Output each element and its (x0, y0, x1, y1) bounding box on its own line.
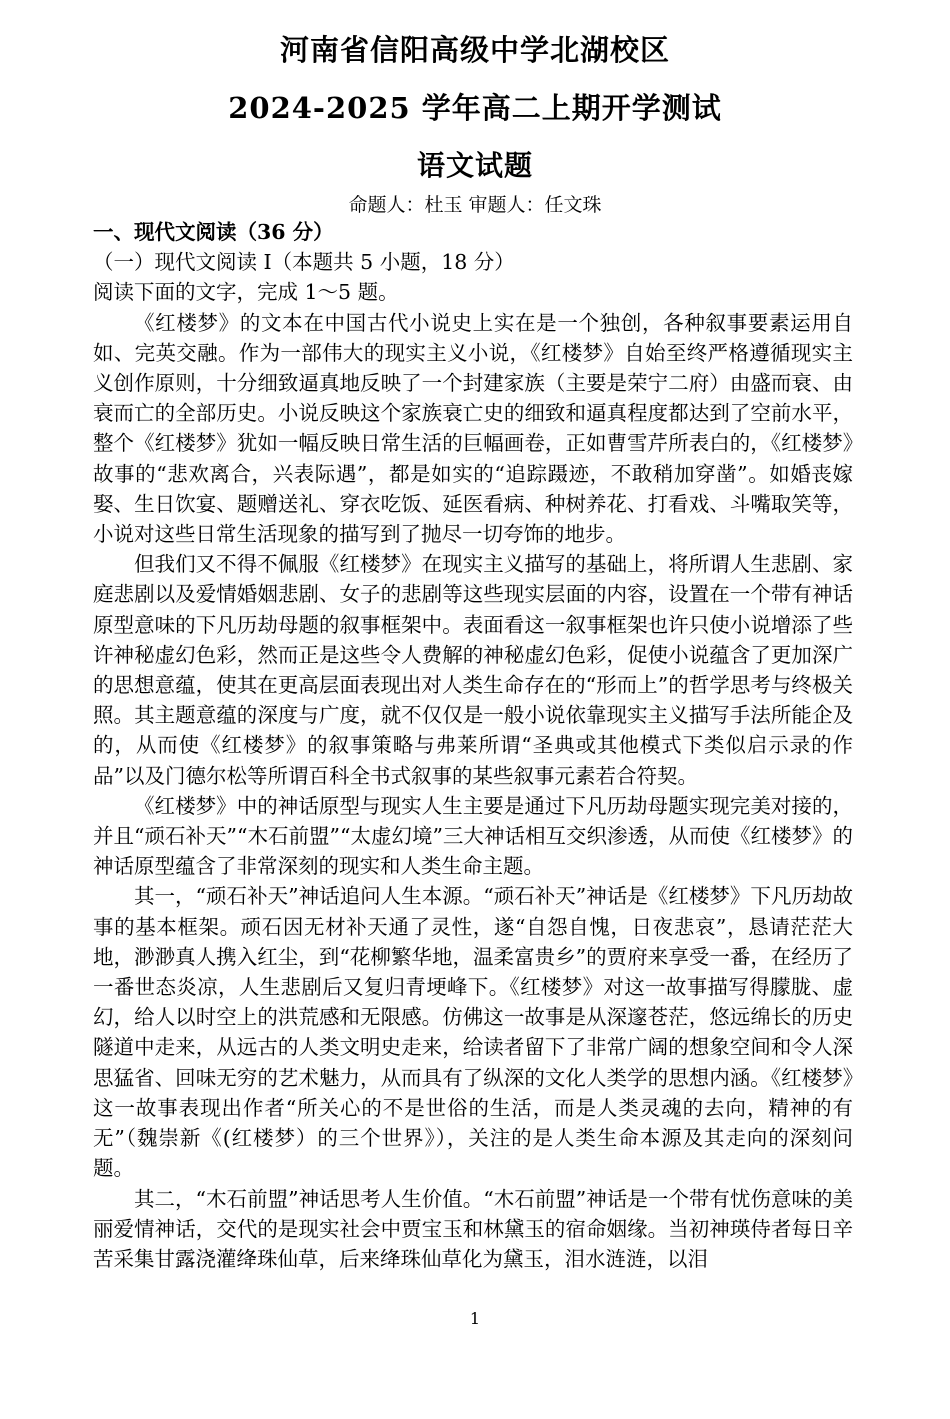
document-body (93, 217, 853, 1274)
reading-instruction: 阅读下面的文字，完成 1～5 题。 (93, 280, 399, 305)
passage-paragraph: 《红楼梦》中的神话原型与现实人生主要是通过下凡历劫母题实现完美对接的，并且“顽石补天”“木石前盟”“太虚幻境”三大神话相互交织渗透，从而使《红楼梦》的神话原型蕴含了非常深刻的现实和人类生命主题。 (93, 793, 853, 879)
exam-title: 2024-2025 学年高二上期开学测试 (228, 91, 722, 125)
passage-paragraph: 其二，“木石前盟”神话思考人生价值。“木石前盟”神话是一个带有忧伤意味的美丽爱情神话，交代的是现实社会中贾宝玉和林黛玉的宿命姻缘。当初神瑛侍者每日辛苦采集甘露浇灌绛珠仙草，后来绛珠仙草化为黛玉，泪水涟涟，以泪 (93, 1186, 853, 1271)
page-number: 1 (469, 1309, 481, 1328)
section-heading: 一、现代文阅读（36 分） (93, 220, 334, 244)
authors-line: 命题人：杜玉 审题人：任文珠 (348, 194, 602, 216)
passage-paragraph: 但我们又不得不佩服《红楼梦》在现实主义描写的基础上，将所谓人生悲剧、家庭悲剧以及爱情婚姻悲剧、女子的悲剧等这些现实层面的内容，设置在一个带有神话原型意味的下凡历劫母题的叙事框架中。表面看这一叙事框架也许只使小说增添了些许神秘虚幻色彩，然而正是这些令人费解的神秘虚幻色彩，促使小说蕴含了更加深广的思想意蕴，使其在更高层面表现出对人类生命存在的“形而上”的哲学思考与终极关照。其主题意蕴的深度与广度，就不仅仅是一般小说依靠现实主义描写手法所能企及的，从而使《红楼梦》的叙事策略与弗莱所谓“圣典或其他模式下类似启示录的作品”以及门德尔松等所谓百科全书式叙事的某些叙事元素若合符契。 (93, 552, 853, 788)
subject-title: 语文试题 (416, 149, 533, 182)
passage-paragraph: 《红楼梦》的文本在中国古代小说史上实在是一个独创，各种叙事要素运用自如、完英交融。作为一部伟大的现实主义小说，《红楼梦》自始至终严格遵循现实主义创作原则，十分细致逼真地反映了一个封建家族（主要是荣宁二府）由盛而衰、由衰而亡的全部历史。小说反映这个家族衰亡史的细致和逼真程度都达到了空前水平，整个《红楼梦》犹如一幅反映日常生活的巨幅画卷，正如曹雪芹所表白的，《红楼梦》故事的“悲欢离合，兴表际遇”，都是如实的“追踪蹑迹，不敢稍加穿凿”。如婚丧嫁娶、生日饮宴、题赠送礼、穿衣吃饭、延医看病、种树养花、打看戏、斗嘴取笑等，小说对这些日常生活现象的描写到了抛尽一切夸饰的地步。 (93, 310, 853, 547)
passage-paragraph: 其一，“顽石补天”神话追问人生本源。“顽石补天”神话是《红楼梦》下凡历劫故事的基本框架。顽石因无材补天通了灵性，遂“自怨自愧，日夜悲哀”，恳请茫茫大地，渺渺真人携入红尘，到“花柳繁华地，温柔富贵乡”的贾府来享受一番，在经历了一番世态炎凉，人生悲剧后又复归青埂峰下。《红楼梦》对这一故事描写得朦胧、虚幻，给人以时空上的洪荒感和无限感。仿佛这一故事是从深邃苍茫，悠远绵长的历史隧道中走来，从远古的人类文明史走来，给读者留下了非常广阔的想象空间和令人深思猛省、回味无穷的艺术魅力，从而具有了纵深的文化人类学的思想内涵。《红楼梦》这一故事表现出作者“所关心的不是世俗的生活，而是人类灵魂的去向，精神的有无”（魏崇新《(红楼梦）的三个世界》），关注的是人类生命本源及其走向的深刻问题。 (93, 884, 853, 1181)
section-subheading: （一）现代文阅读 I（本题共 5 小题，18 分） (93, 250, 515, 275)
school-title: 河南省信阳高级中学北湖校区 (279, 33, 670, 67)
